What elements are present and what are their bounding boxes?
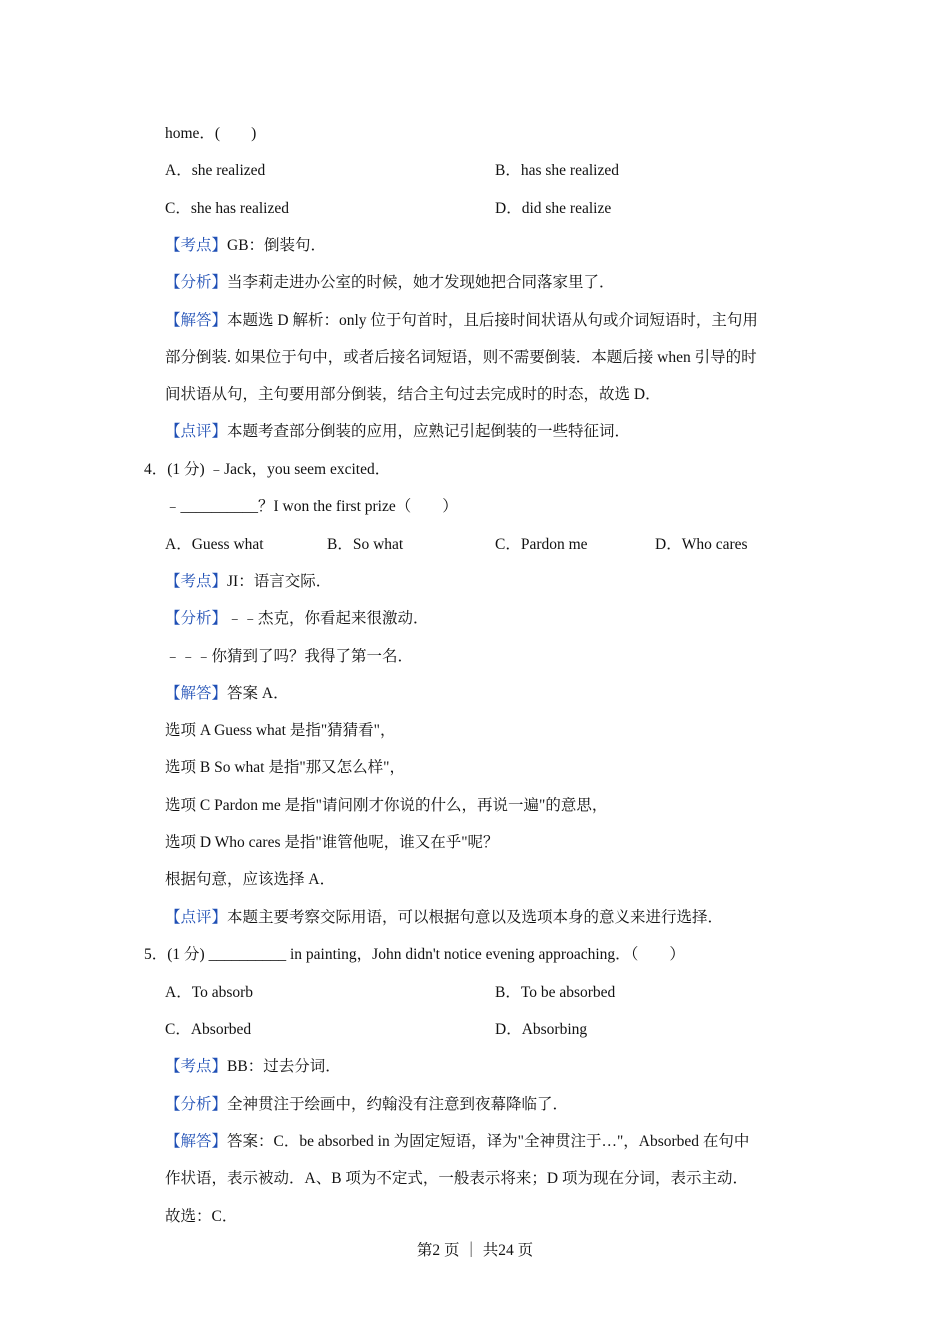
jieda-tag: 【解答】 xyxy=(165,685,228,702)
q5-fenxi-text: 全神贯注于绘画中，约翰没有注意到夜幕降临了． xyxy=(227,1096,569,1113)
q3-option-a: A．she realized xyxy=(165,162,266,179)
q4-fenxi-line-2: ﹣﹣﹣你猜到了吗？我得了第一名． xyxy=(165,648,414,665)
jieda-tag: 【解答】 xyxy=(165,312,228,329)
q4-option-a: A．Guess what xyxy=(165,536,264,553)
q5-option-a: A．To absorb xyxy=(165,984,254,1001)
dianping-tag: 【点评】 xyxy=(165,423,228,440)
q4-conclusion: 根据句意，应该选择 A． xyxy=(165,871,336,888)
q3-dianping xyxy=(165,422,630,442)
page-footer: 第2 页 ｜ 共24 页 xyxy=(416,1242,534,1259)
q4-fenxi xyxy=(165,609,429,629)
q4-fenxi-text: ﹣﹣杰克，你看起来很激动． xyxy=(227,610,429,627)
kaodian-tag: 【考点】 xyxy=(165,237,228,254)
dianping-tag: 【点评】 xyxy=(165,909,228,926)
q4-explain-c: 选项 C Pardon me 是指"请问刚才你说的什么，再说一遍"的意思， xyxy=(165,797,608,814)
q3-option-d: D．did she realize xyxy=(495,200,612,217)
jieda-tag: 【解答】 xyxy=(165,1133,228,1150)
kaodian-tag: 【考点】 xyxy=(165,573,228,590)
q4-stem: 4．(1 分) ﹣Jack，you seem excited． xyxy=(144,461,391,478)
q5-jieda-line-3: 故选：C． xyxy=(165,1208,238,1225)
q5-option-d: D．Absorbing xyxy=(495,1021,588,1038)
q3-jieda xyxy=(165,311,758,331)
q3-dianping-text: 本题考查部分倒装的应用，应熟记引起倒装的一些特征词． xyxy=(227,423,631,440)
q4-explain-b: 选项 B So what 是指"那又怎么样"， xyxy=(165,759,405,776)
fenxi-tag: 【分析】 xyxy=(165,610,228,627)
fenxi-tag: 【分析】 xyxy=(165,1096,228,1113)
q3-fenxi xyxy=(165,273,615,293)
q5-kaodian xyxy=(165,1057,341,1077)
q4-jieda-text: 答案 A． xyxy=(227,685,289,702)
q5-option-c: C．Absorbed xyxy=(165,1021,252,1038)
q5-fenxi xyxy=(165,1095,568,1115)
q3-kaodian-text: GB：倒装句． xyxy=(227,237,327,254)
q4-dianping xyxy=(165,908,723,928)
kaodian-tag: 【考点】 xyxy=(165,1058,228,1075)
q3-jieda-line-3: 间状语从句，主句要用部分倒装，结合主句过去完成时的时态，故选 D． xyxy=(165,386,661,403)
fenxi-tag: 【分析】 xyxy=(165,274,228,291)
q4-option-c: C．Pardon me xyxy=(495,536,588,553)
q4-dianping-text: 本题主要考察交际用语，可以根据句意以及选项本身的意义来进行选择． xyxy=(227,909,724,926)
q3-option-c: C．she has realized xyxy=(165,200,289,217)
q4-kaodian xyxy=(165,572,331,592)
q5-option-b: B．To be absorbed xyxy=(495,984,616,1001)
q3-jieda-text-1: 本题选 D 解析：only 位于句首时，且后接时间状语从句或介词短语时，主句用 xyxy=(227,312,758,329)
q4-option-b: B．So what xyxy=(327,536,404,553)
q5-stem: 5．(1 分) __________ in painting，John didn't notice evening approaching．（ ） xyxy=(144,946,685,963)
q3-kaodian xyxy=(165,236,326,256)
q3-stem-tail: home．( ) xyxy=(165,125,257,142)
q5-kaodian-text: BB：过去分词． xyxy=(227,1058,341,1075)
q3-fenxi-text: 当李莉走进办公室的时候，她才发现她把合同落家里了． xyxy=(227,274,615,291)
q4-option-d: D．Who cares xyxy=(655,536,748,553)
q4-stem-2: ﹣__________？I won the first prize（ ） xyxy=(165,498,458,515)
q4-explain-a: 选项 A Guess what 是指"猜猜看"， xyxy=(165,722,396,739)
q4-jieda xyxy=(165,684,289,704)
q5-jieda xyxy=(165,1132,749,1152)
q4-kaodian-text: JI：语言交际． xyxy=(227,573,332,590)
q5-jieda-text-1: 答案：C．be absorbed in 为固定短语，译为"全神贯注于…"，Absorbed 在句中 xyxy=(227,1133,750,1150)
q3-option-b: B．has she realized xyxy=(495,162,619,179)
q4-explain-d: 选项 D Who cares 是指"谁管他呢，谁又在乎"呢？ xyxy=(165,834,499,851)
q3-jieda-line-2: 部分倒装. 如果位于句中，或者后接名词短语，则不需要倒装．本题后接 when 引导的时 xyxy=(165,349,757,366)
q5-jieda-line-2: 作状语，表示被动．A、B 项为不定式，一般表示将来；D 项为现在分词，表示主动． xyxy=(165,1170,748,1187)
